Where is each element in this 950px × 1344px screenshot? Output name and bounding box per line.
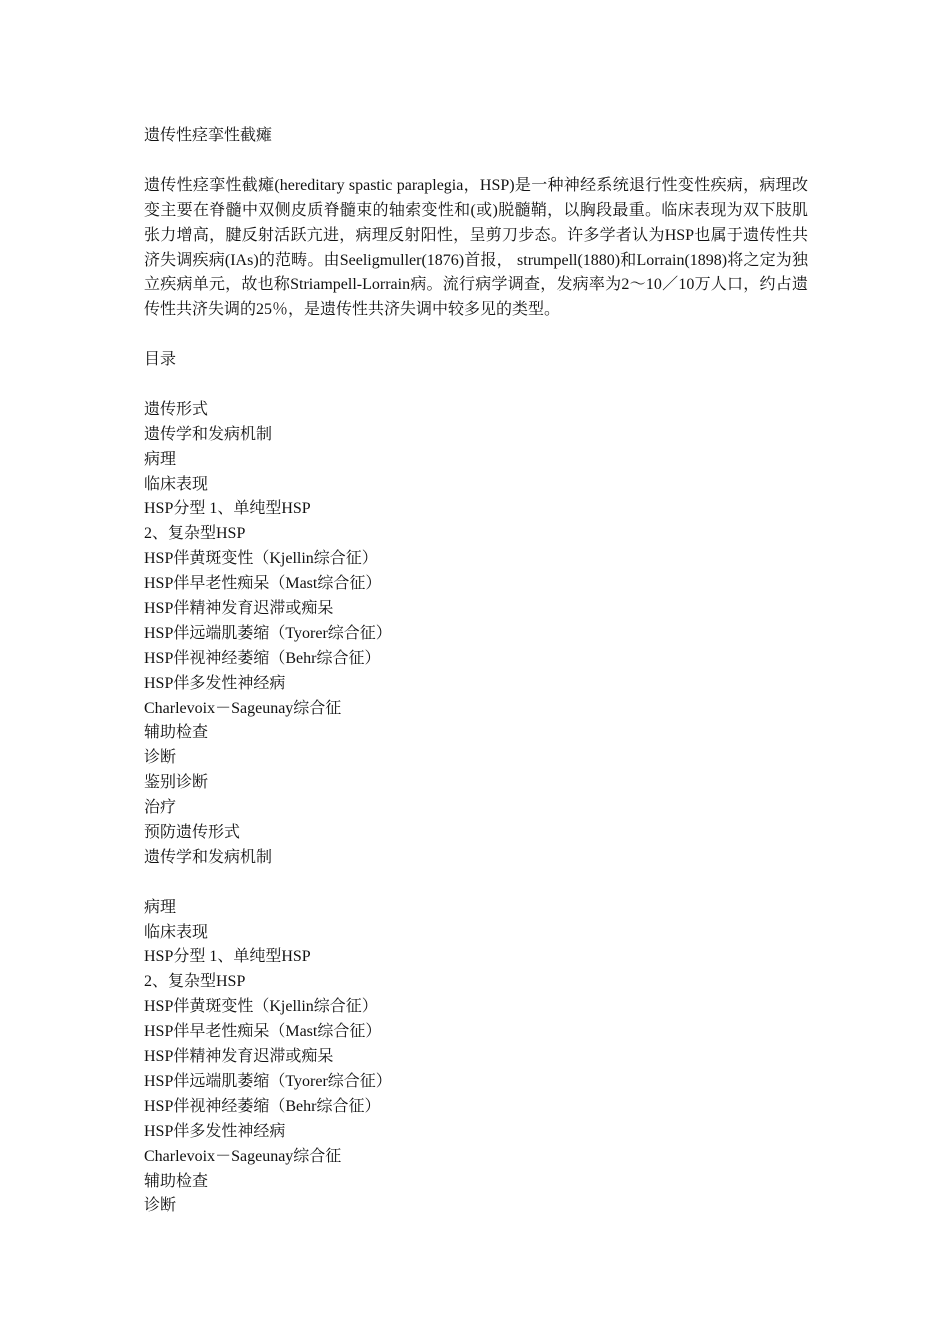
section-heading: HSP伴早老性痴呆（Mast综合征） [144, 1023, 382, 1041]
section-heading: HSP伴黄斑变性（Kjellin综合征） [144, 998, 378, 1016]
toc-item: 2、复杂型HSP [144, 525, 246, 543]
toc-item: HSP伴远端肌萎缩（Tyorer综合征） [144, 624, 392, 642]
intro-paragraph: 遗传性痉挛性截瘫(hereditary spastic paraplegia，HSP)是一种神经系统退行性变性疾病，病理改变主要在脊髓中双侧皮质脊髓束的轴索变性和(或)脱髓鞘，以胸段最重。临床表现为双下肢肌张力增高，腱反射活跃亢进，病理反射阳性，呈剪刀步态。许多学者认为HSP也属于遗传性共济失调疾病(IAs)的范畴。由Seeligmuller(1876)首报， strumpell(1880)和Lorrain(1898)将之定为独立疾病单元，故也称Striampell-Lorrain病。流行病学调查，发病率为2～10／10万人口，约占遗传性共济失调的25％，是遗传性共济失调中较多见的类型。 [144, 176, 808, 319]
spacer [144, 373, 808, 398]
toc-item: HSP伴黄斑变性（Kjellin综合征） [144, 550, 378, 568]
toc-item: HSP伴多发性神经病 [144, 674, 286, 692]
section-heading: HSP分型 1、单纯型HSP [144, 948, 311, 966]
toc-item: 鉴别诊断 [144, 774, 209, 792]
section-heading: HSP伴远端肌萎缩（Tyorer综合征） [144, 1072, 392, 1090]
toc-item: 诊断 [144, 749, 177, 767]
document-content [144, 124, 808, 1219]
toc-item: 遗传学和发病机制 [144, 848, 273, 866]
body-section-list [144, 896, 808, 1220]
toc-heading: 目录 [144, 351, 177, 369]
toc-item: HSP伴早老性痴呆（Mast综合征） [144, 575, 382, 593]
spacer [144, 149, 808, 174]
toc-item: 遗传学和发病机制 [144, 425, 273, 443]
toc-item: 病理 [144, 450, 177, 468]
toc-item: 预防遗传形式 [144, 824, 241, 842]
toc-item: HSP分型 1、单纯型HSP [144, 500, 311, 518]
document-title: 遗传性痉挛性截瘫 [144, 127, 273, 144]
spacer [144, 323, 808, 348]
toc-list [144, 398, 808, 871]
section-heading: 2、复杂型HSP [144, 973, 246, 991]
toc-item: HSP伴精神发育迟滞或痴呆 [144, 600, 334, 618]
section-heading: 病理 [144, 898, 177, 916]
section-heading: 临床表现 [144, 923, 209, 941]
toc-item: 辅助检查 [144, 724, 209, 742]
spacer [144, 871, 808, 896]
section-heading: Charlevoix－Sageunay综合征 [144, 1147, 342, 1165]
toc-item: 遗传形式 [144, 400, 209, 418]
toc-item: 临床表现 [144, 475, 209, 493]
section-heading: HSP伴多发性神经病 [144, 1122, 286, 1140]
toc-item: Charlevoix－Sageunay综合征 [144, 699, 342, 717]
section-heading: 辅助检查 [144, 1172, 209, 1190]
toc-item: HSP伴视神经萎缩（Behr综合征） [144, 649, 381, 667]
section-heading: HSP伴视神经萎缩（Behr综合征） [144, 1097, 381, 1115]
toc-item: 治疗 [144, 799, 177, 817]
section-heading: 诊断 [144, 1197, 177, 1215]
section-heading: HSP伴精神发育迟滞或痴呆 [144, 1048, 334, 1066]
